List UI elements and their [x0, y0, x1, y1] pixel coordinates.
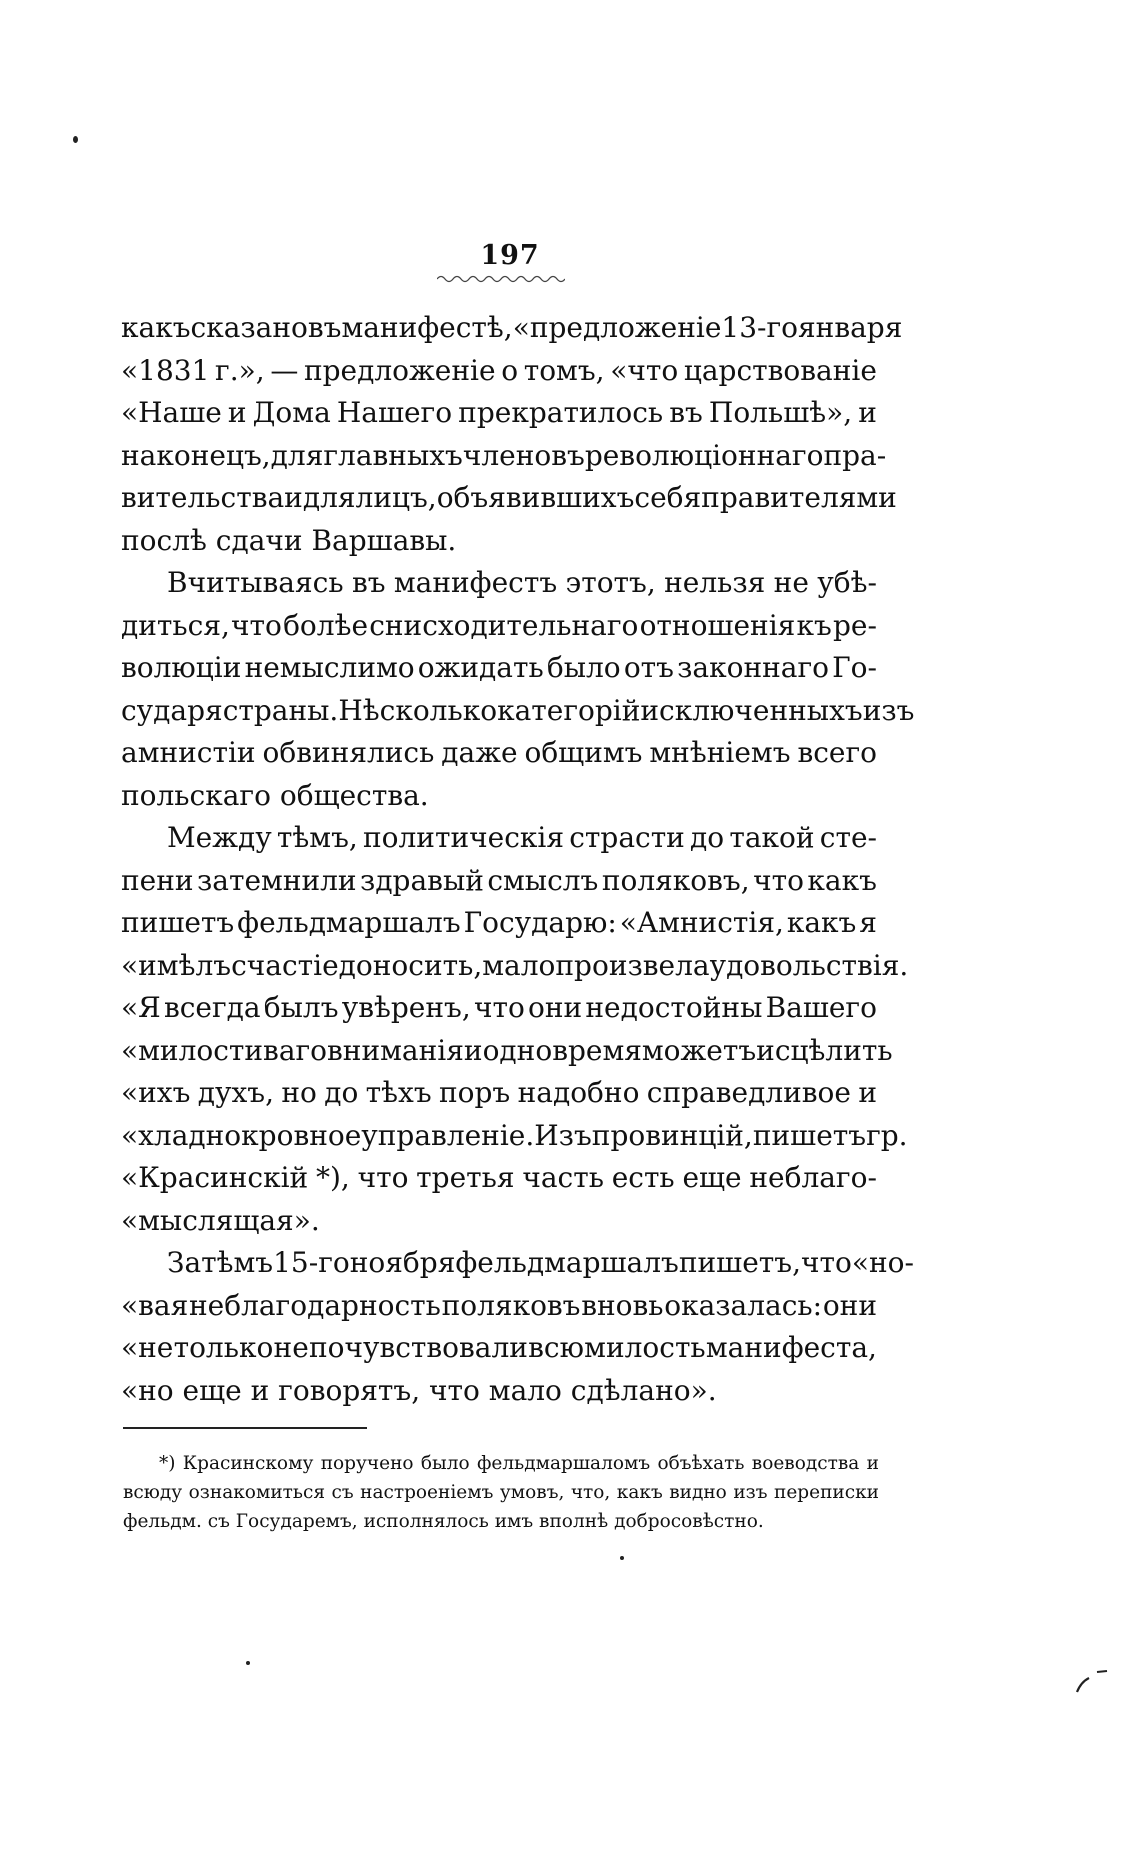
text-line: амнистіи обвинялись даже общимъ мнѣніемъ всего: [121, 736, 877, 769]
footnote-line: всюду ознакомиться съ настроеніемъ умовъ, что, какъ видно изъ переписки: [123, 1482, 879, 1503]
text-line: «милостиваго вниманія и одно время можетъ исцѣлить: [121, 1033, 893, 1067]
text-line: «Я всегда былъ увѣренъ, что они недостойны Вашего: [121, 991, 877, 1024]
text-line: диться, что болѣе снисходительнаго отношенія къ ре-: [121, 608, 877, 642]
text-line: «ихъ духъ, но до тѣхъ поръ надобно справедливое и: [121, 1076, 877, 1109]
text-line: «Наше и Дома Нашего прекратилось въ Польшѣ», и: [121, 396, 877, 429]
text-line: «не только не почувствовали всю милость манифеста,: [121, 1331, 877, 1364]
scan-speck: [620, 1556, 624, 1560]
text-line: «мыслящая».: [121, 1203, 320, 1237]
text-line: польскаго общества.: [121, 778, 429, 812]
text-line: какъ сказано въ манифестѣ, «предложеніе 13-го января: [121, 311, 903, 344]
text-line: вительства и для лицъ, объявившихъ себя правителями: [121, 481, 897, 514]
footnote-line: *) Красинскому поручено было фельдмаршаломъ объѣхать воеводства и: [159, 1453, 879, 1474]
body-text: [121, 307, 915, 1412]
paragraph-4: [121, 1242, 914, 1412]
text-line: пени затемнили здравый смыслъ поляковъ, что какъ: [121, 863, 877, 897]
scan-speck: [73, 136, 78, 143]
text-line: Затѣмъ 15-го ноября фельдмаршалъ пишетъ, что «но-: [167, 1246, 914, 1279]
page-number: 197: [480, 240, 540, 271]
text-line: «Красинскій *), что третья часть есть еще неблаго-: [121, 1161, 877, 1194]
paragraph-2: [121, 562, 915, 817]
text-line: пишетъ фельдмаршалъ Государю: «Амнистія, какъ я: [121, 906, 877, 939]
footnote-divider: [123, 1427, 367, 1429]
scan-mark: [1075, 1668, 1111, 1694]
paragraph-3: [121, 817, 909, 1242]
text-line: волюціи немыслимо ожидать было отъ законнаго Го-: [121, 651, 877, 684]
text-line: послѣ сдачи Варшавы.: [121, 523, 457, 557]
scan-speck: [246, 1661, 250, 1665]
ornament-wavy-line: [437, 274, 565, 284]
text-line: наконецъ, для главныхъ членовъ революціоннаго пра-: [121, 438, 887, 472]
paragraph-1: [121, 307, 903, 562]
text-line: «имѣлъ счастіе доносить, мало произвела удовольствія.: [121, 948, 909, 982]
text-line: «вая неблагодарность поляковъ вновь оказалась: они: [121, 1288, 877, 1322]
text-line: «1831 г.», — предложеніе о томъ, «что царствованіе: [121, 353, 877, 387]
footnote-line: фельдм. съ Государемъ, исполнялось имъ вполнѣ добросовѣстно.: [123, 1511, 764, 1532]
text-line: Вчитываясь въ манифестъ этотъ, нельзя не убѣ-: [167, 566, 877, 599]
text-line: сударя страны. Нѣсколько категорій исключенныхъ изъ: [121, 693, 915, 727]
footnote: [123, 1449, 879, 1536]
text-line: Между тѣмъ, политическія страсти до такой сте-: [167, 821, 877, 854]
text-line: «хладнокровное управленіе. Изъ провинцій, пишетъ гр.: [121, 1118, 908, 1152]
text-line: «но еще и говорятъ, что мало сдѣлано».: [121, 1373, 717, 1407]
